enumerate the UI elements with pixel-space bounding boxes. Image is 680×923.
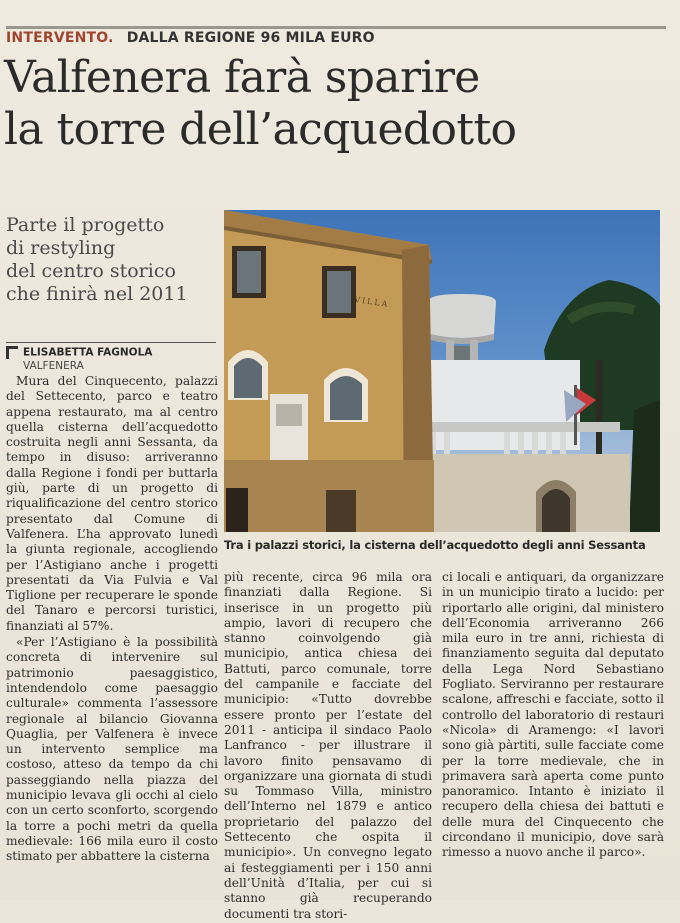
headline-line-2: la torre dell’acquedotto [4,104,517,155]
kicker-section: INTERVENTO. [6,30,114,46]
subhead-line-2: di restyling [6,237,116,259]
subhead-line-1: Parte il progetto [6,214,165,236]
photo-illustration [224,210,660,532]
paragraph-2: «Per l’Astigiano è la possibilità concreta di intervenire sul patrimonio paesaggistico, intendendolo come paesaggio culturale» commenta l’assessore regionale al bilancio Giovanna Quaglia, per Valfenera è invece un intervento semplice ma costoso, atteso da tempo da chi passeggiando nella piazza del municipio levava gli occhi al cielo con un certo sconforto, scorgendo la torre a pochi metri da quella medievale: 166 mila euro il costo stimato per abbattere la cisterna [6,635,218,864]
paragraph-4: ci locali e antiquari, da organizzare in un municipio tirato a lucido: per riportarlo alle origini, dal ministero dell’Economia arriveranno 266 mila euro in tre anni, richiesta di finanziamento seguita dal deputato della Lega Nord Sebastiano Fogliato. Serviranno per restaurare scalone, affreschi e facciate, sotto il controllo del laboratorio di restauri «Nicola» di Aramengo: «I lavori sono già pàrtiti, sulle facciate come per la torre medievale, che in primavera sarà aperta come punto panoramico. Intanto è iniziato il recupero della chiesa dei battuti e delle mura del Cinquecento che circondano il municipio, dove sarà rimesso a nuovo anche il parco». [442,570,664,860]
byline-place: VALFENERA [23,359,84,372]
byline [6,342,216,373]
article-column-3 [442,570,664,862]
article-subhead [6,214,218,306]
article-column-1 [6,374,218,866]
section-kicker [6,26,666,50]
byline-mark-icon [6,346,18,359]
article-headline [4,52,680,156]
photo-sign-text: VILLA [353,295,390,309]
paragraph-1: Mura del Cinquecento, palazzi del Settecento, parco e teatro appena restaurato, ma al centro quella cisterna dell’acquedotto costruita negli anni Sessanta, da tempo in disuso: arriveranno dalla Regione i fondi per buttarla giù, parte di un progetto di riqualificazione del centro storico presentato dal Comune di Valfenera. L’ha approvato lunedì la giunta regionale, accogliendo per l’Astigiano anche i progetti presentati da Via Fulvia e Val Tiglione per recuperare le sponde del Tanaro e percorsi turistici, finanziati al 57%. [6,374,218,633]
kicker-note: DALLA REGIONE 96 MILA EURO [126,30,375,46]
subhead-line-4: che finirà nel 2011 [6,283,188,305]
photo-caption: Tra i palazzi storici, la cisterna dell’acquedotto degli anni Sessanta [224,538,646,552]
article-photo [224,210,660,532]
subhead-line-3: del centro storico [6,260,176,282]
paragraph-3: più recente, circa 96 mila ora finanziati dalla Regione. Si inserisce in un progetto più ampio, lavori di recupero che stanno coinvolgendo già municipio, antica chiesa dei Battuti, parco comunale, torre del campanile e facciate del municipio: «Tutto dovrebbe essere pronto per l’estate del 2011 - anticipa il sindaco Paolo Lanfranco - per illustrare il lavoro finito pensavamo di organizzare una giornata di studi su Tommaso Villa, ministro dell’Interno nel 1879 e antico proprietario del palazzo del Settecento che ospita il municipio». Un convegno legato ai festeggiamenti per i 150 anni dell’Unità d’Italia, per cui si stanno già recuperando documenti tra stori- [224,570,432,921]
byline-author: ELISABETTA FAGNOLA [23,346,153,359]
headline-line-1: Valfenera farà sparire [4,52,480,103]
palazzo-building [224,210,434,532]
article-column-2 [224,570,432,923]
